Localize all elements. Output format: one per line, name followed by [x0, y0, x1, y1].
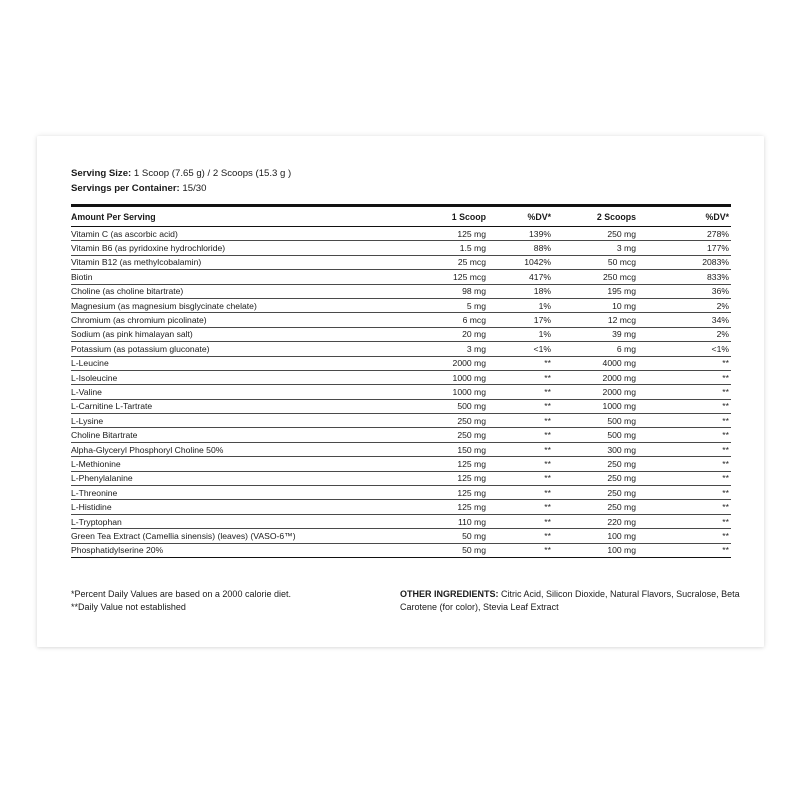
dv-2-scoops: 34% — [650, 313, 731, 327]
dv-1-scoop: ** — [488, 370, 555, 384]
dv-1-scoop: 139% — [488, 227, 555, 241]
table-row — [71, 399, 731, 413]
amount-1-scoop: 125 mcg — [386, 270, 488, 284]
header-1-scoop: 1 Scoop — [386, 207, 488, 227]
amount-1-scoop: 50 mg — [386, 543, 488, 557]
ingredient-name: Potassium (as potassium gluconate) — [71, 342, 386, 356]
ingredient-name: Alpha-Glyceryl Phosphoryl Choline 50% — [71, 442, 386, 456]
dv-2-scoops: 36% — [650, 284, 731, 298]
amount-1-scoop: 3 mg — [386, 342, 488, 356]
amount-1-scoop: 250 mg — [386, 414, 488, 428]
amount-1-scoop: 50 mg — [386, 529, 488, 543]
dv-1-scoop: <1% — [488, 342, 555, 356]
table-row — [71, 471, 731, 485]
table-row — [71, 370, 731, 384]
amount-2-scoops: 3 mg — [555, 241, 650, 255]
ingredient-name: Chromium (as chromium picolinate) — [71, 313, 386, 327]
amount-1-scoop: 98 mg — [386, 284, 488, 298]
amount-2-scoops: 12 mcg — [555, 313, 650, 327]
amount-2-scoops: 10 mg — [555, 298, 650, 312]
dv-1-scoop: ** — [488, 428, 555, 442]
amount-1-scoop: 1000 mg — [386, 370, 488, 384]
ingredient-name: L-Threonine — [71, 486, 386, 500]
amount-2-scoops: 250 mg — [555, 500, 650, 514]
table-row — [71, 313, 731, 327]
dv-1-scoop: ** — [488, 529, 555, 543]
amount-1-scoop: 125 mg — [386, 486, 488, 500]
dv-1-scoop: 1042% — [488, 255, 555, 269]
dv-2-scoops: 2083% — [650, 255, 731, 269]
amount-2-scoops: 300 mg — [555, 442, 650, 456]
amount-1-scoop: 1000 mg — [386, 385, 488, 399]
amount-2-scoops: 2000 mg — [555, 370, 650, 384]
serving-info — [71, 166, 731, 196]
dv-1-scoop: ** — [488, 543, 555, 557]
footnotes — [71, 588, 371, 614]
ingredient-name: Vitamin B6 (as pyridoxine hydrochloride) — [71, 241, 386, 255]
dv-1-scoop: 1% — [488, 327, 555, 341]
dv-2-scoops: ** — [650, 414, 731, 428]
other-ingredients — [400, 588, 740, 614]
ingredient-name: L-Lysine — [71, 414, 386, 428]
header-dv-2: %DV* — [650, 207, 731, 227]
amount-1-scoop: 250 mg — [386, 428, 488, 442]
ingredient-name: L-Histidine — [71, 500, 386, 514]
table-row — [71, 442, 731, 456]
ingredient-name: Sodium (as pink himalayan salt) — [71, 327, 386, 341]
ingredient-name: L-Carnitine L-Tartrate — [71, 399, 386, 413]
ingredient-name: Green Tea Extract (Camellia sinensis) (leaves) (VASO-6™) — [71, 529, 386, 543]
ingredient-name: L-Valine — [71, 385, 386, 399]
ingredient-name: L-Methionine — [71, 457, 386, 471]
amount-1-scoop: 125 mg — [386, 500, 488, 514]
table-row — [71, 543, 731, 557]
dv-1-scoop: ** — [488, 442, 555, 456]
table-row — [71, 255, 731, 269]
dv-2-scoops: 177% — [650, 241, 731, 255]
amount-1-scoop: 25 mcg — [386, 255, 488, 269]
amount-2-scoops: 39 mg — [555, 327, 650, 341]
dv-2-scoops: ** — [650, 442, 731, 456]
dv-1-scoop: ** — [488, 500, 555, 514]
amount-2-scoops: 1000 mg — [555, 399, 650, 413]
header-amount-per-serving: Amount Per Serving — [71, 207, 386, 227]
table-row — [71, 342, 731, 356]
amount-2-scoops: 220 mg — [555, 514, 650, 528]
amount-2-scoops: 250 mcg — [555, 270, 650, 284]
amount-2-scoops: 100 mg — [555, 529, 650, 543]
serving-size-line — [71, 166, 731, 181]
amount-1-scoop: 1.5 mg — [386, 241, 488, 255]
table-row — [71, 227, 731, 241]
dv-2-scoops: <1% — [650, 342, 731, 356]
amount-2-scoops: 100 mg — [555, 543, 650, 557]
supplement-facts-card — [37, 136, 764, 647]
dv-2-scoops: ** — [650, 356, 731, 370]
table-row — [71, 298, 731, 312]
ingredient-name: L-Isoleucine — [71, 370, 386, 384]
amount-2-scoops: 195 mg — [555, 284, 650, 298]
dv-2-scoops: ** — [650, 428, 731, 442]
dv-2-scoops: ** — [650, 486, 731, 500]
dv-2-scoops: ** — [650, 514, 731, 528]
header-2-scoops: 2 Scoops — [555, 207, 650, 227]
table-row — [71, 327, 731, 341]
servings-per-container-label: Servings per Container: — [71, 183, 180, 194]
dv-2-scoops: 2% — [650, 298, 731, 312]
amount-2-scoops: 2000 mg — [555, 385, 650, 399]
dv-1-scoop: 88% — [488, 241, 555, 255]
dv-2-scoops: ** — [650, 399, 731, 413]
other-ingredients-label: OTHER INGREDIENTS: — [400, 589, 499, 599]
supplement-facts-panel — [71, 166, 731, 558]
table-row — [71, 241, 731, 255]
table-row — [71, 284, 731, 298]
dv-2-scoops: ** — [650, 370, 731, 384]
table-row — [71, 270, 731, 284]
amount-2-scoops: 250 mg — [555, 227, 650, 241]
table-row — [71, 385, 731, 399]
ingredient-name: Vitamin B12 (as methylcobalamin) — [71, 255, 386, 269]
ingredient-name: Phosphatidylserine 20% — [71, 543, 386, 557]
amount-2-scoops: 6 mg — [555, 342, 650, 356]
header-dv-1: %DV* — [488, 207, 555, 227]
table-row — [71, 428, 731, 442]
amount-1-scoop: 20 mg — [386, 327, 488, 341]
amount-2-scoops: 250 mg — [555, 486, 650, 500]
amount-1-scoop: 5 mg — [386, 298, 488, 312]
amount-1-scoop: 2000 mg — [386, 356, 488, 370]
amount-2-scoops: 50 mcg — [555, 255, 650, 269]
amount-1-scoop: 6 mcg — [386, 313, 488, 327]
ingredient-name: Magnesium (as magnesium bisglycinate chelate) — [71, 298, 386, 312]
dv-1-scoop: ** — [488, 385, 555, 399]
dv-2-scoops: ** — [650, 500, 731, 514]
amount-1-scoop: 150 mg — [386, 442, 488, 456]
dv-1-scoop: ** — [488, 486, 555, 500]
dv-2-scoops: ** — [650, 457, 731, 471]
footnote-not-established: **Daily Value not established — [71, 602, 186, 612]
amount-2-scoops: 4000 mg — [555, 356, 650, 370]
table-row — [71, 356, 731, 370]
ingredient-name: Choline Bitartrate — [71, 428, 386, 442]
ingredient-name: L-Leucine — [71, 356, 386, 370]
amount-2-scoops: 250 mg — [555, 471, 650, 485]
nutrition-table — [71, 207, 731, 558]
table-row — [71, 500, 731, 514]
amount-1-scoop: 110 mg — [386, 514, 488, 528]
dv-1-scoop: ** — [488, 356, 555, 370]
footnote-dv: *Percent Daily Values are based on a 2000 calorie diet. — [71, 589, 291, 599]
table-row — [71, 529, 731, 543]
dv-2-scoops: ** — [650, 471, 731, 485]
dv-2-scoops: 278% — [650, 227, 731, 241]
dv-1-scoop: 18% — [488, 284, 555, 298]
dv-2-scoops: 833% — [650, 270, 731, 284]
ingredient-name: Biotin — [71, 270, 386, 284]
servings-per-container-line — [71, 181, 731, 196]
table-row — [71, 414, 731, 428]
dv-1-scoop: 1% — [488, 298, 555, 312]
amount-1-scoop: 125 mg — [386, 471, 488, 485]
amount-1-scoop: 500 mg — [386, 399, 488, 413]
amount-2-scoops: 250 mg — [555, 457, 650, 471]
amount-2-scoops: 500 mg — [555, 414, 650, 428]
dv-2-scoops: ** — [650, 529, 731, 543]
dv-1-scoop: ** — [488, 457, 555, 471]
dv-2-scoops: ** — [650, 543, 731, 557]
dv-1-scoop: 417% — [488, 270, 555, 284]
amount-1-scoop: 125 mg — [386, 227, 488, 241]
dv-2-scoops: 2% — [650, 327, 731, 341]
dv-2-scoops: ** — [650, 385, 731, 399]
dv-1-scoop: 17% — [488, 313, 555, 327]
ingredient-name: L-Tryptophan — [71, 514, 386, 528]
table-row — [71, 514, 731, 528]
table-header-row — [71, 207, 731, 227]
dv-1-scoop: ** — [488, 399, 555, 413]
ingredient-name: Vitamin C (as ascorbic acid) — [71, 227, 386, 241]
table-body — [71, 227, 731, 558]
dv-1-scoop: ** — [488, 514, 555, 528]
ingredient-name: L-Phenylalanine — [71, 471, 386, 485]
serving-size-value: 1 Scoop (7.65 g) / 2 Scoops (15.3 g ) — [131, 168, 292, 179]
other-ingredients-text: Citric Acid, Silicon Dioxide, Natural Flavors, Sucralose, Beta Carotene (for color), Stevia Leaf Extract — [400, 589, 740, 612]
table-row — [71, 457, 731, 471]
amount-1-scoop: 125 mg — [386, 457, 488, 471]
servings-per-container-value: 15/30 — [179, 183, 207, 194]
serving-size-label: Serving Size: — [71, 168, 132, 179]
dv-1-scoop: ** — [488, 414, 555, 428]
ingredient-name: Choline (as choline bitartrate) — [71, 284, 386, 298]
dv-1-scoop: ** — [488, 471, 555, 485]
table-row — [71, 486, 731, 500]
amount-2-scoops: 500 mg — [555, 428, 650, 442]
